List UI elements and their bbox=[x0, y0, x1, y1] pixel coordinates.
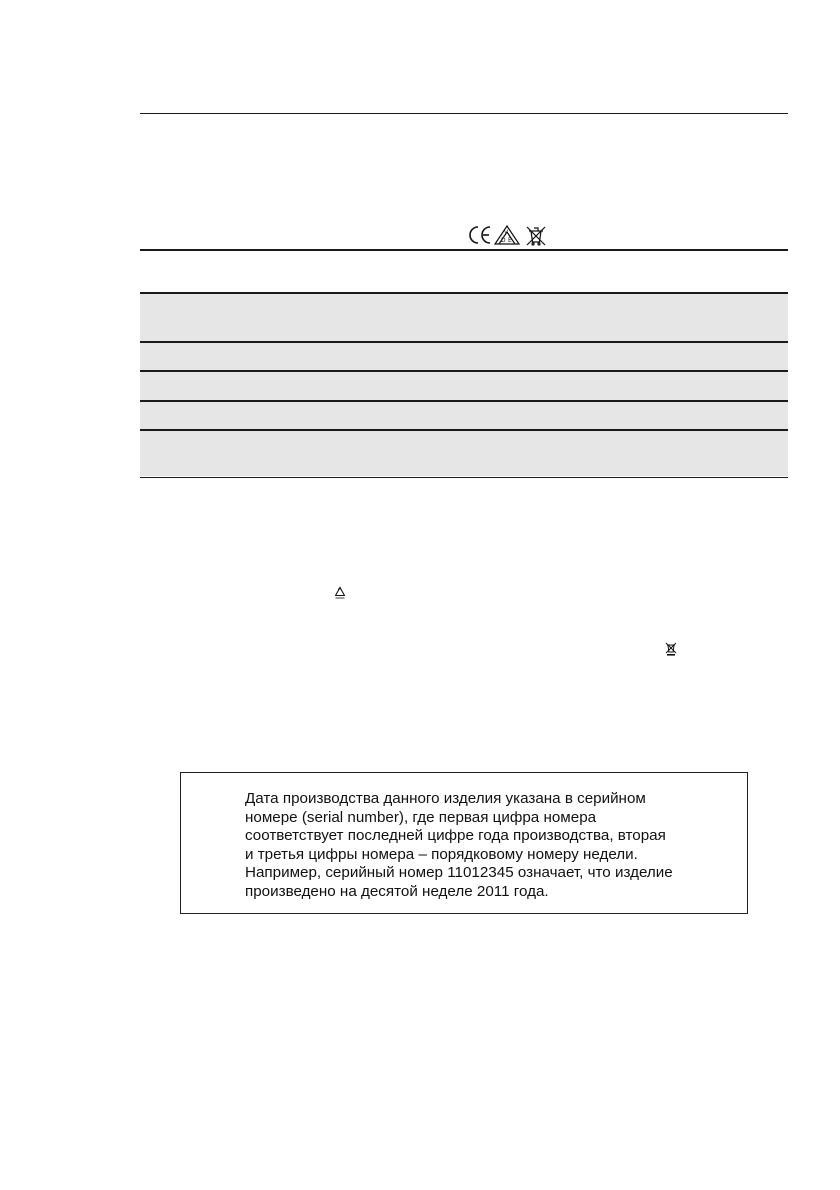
note-line: произведено на десятой неделе 2011 года. bbox=[245, 882, 549, 900]
table-bottom-rule bbox=[140, 477, 788, 478]
svg-text:E: E bbox=[508, 237, 512, 244]
note-line: Например, серийный номер 11012345 означает, что изделие bbox=[245, 864, 673, 882]
manufacture-date-text bbox=[245, 790, 725, 902]
vde-mark-icon bbox=[495, 226, 519, 244]
note-line: Дата производства данного изделия указана в серийном bbox=[245, 790, 646, 807]
note-line: и третья цифры номера – порядковому номеру недели. bbox=[245, 845, 638, 863]
manufacture-date-note bbox=[180, 772, 748, 914]
table-header bbox=[140, 294, 788, 341]
weee-crossed-bin-icon bbox=[665, 642, 677, 661]
table-row bbox=[140, 402, 788, 429]
note-line: соответствует последней цифре года производства, вторая bbox=[245, 827, 666, 845]
top-rule bbox=[140, 113, 788, 114]
table-row bbox=[140, 372, 788, 400]
table-row bbox=[140, 431, 788, 476]
section-rule bbox=[140, 249, 788, 251]
recycling-icon bbox=[333, 586, 347, 605]
ce-mark-icon bbox=[470, 227, 490, 243]
table-row bbox=[140, 343, 788, 370]
certification-marks bbox=[466, 223, 556, 247]
svg-text:D: D bbox=[501, 237, 506, 244]
note-line: номере (serial number), где первая цифра номера bbox=[245, 808, 597, 826]
weee-crossed-bin-icon bbox=[527, 227, 545, 245]
table-rule bbox=[140, 292, 788, 294]
svg-text:V: V bbox=[504, 229, 509, 236]
